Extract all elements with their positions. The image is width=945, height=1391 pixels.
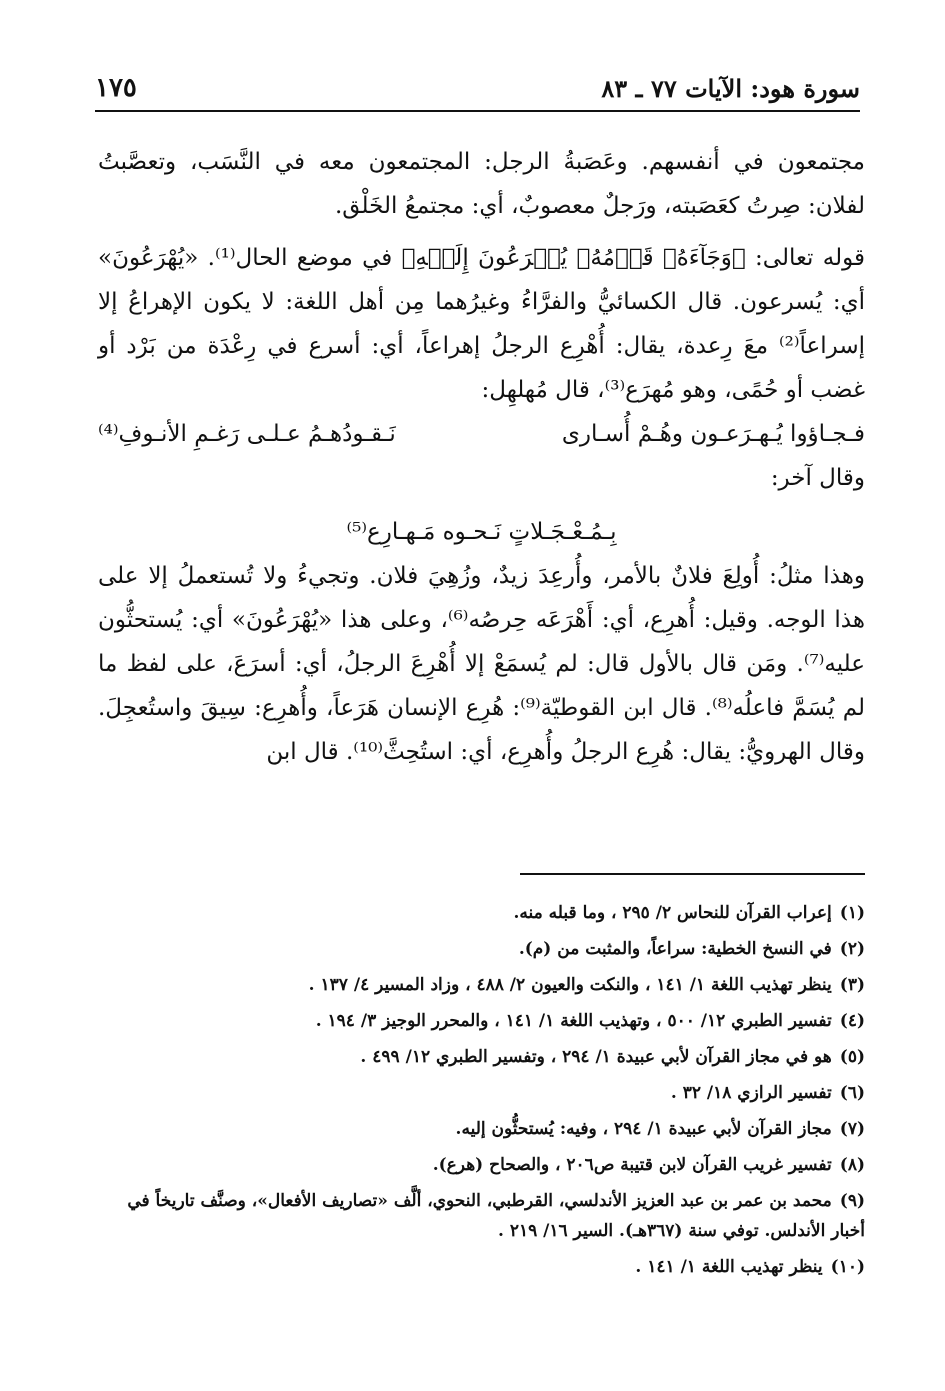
paragraph-1: مجتمعون في أنفسهم. وعَصَبةُ الرجل: المجتمعون معه في النَّسَب، وتعصَّبتُ لفلان: صِرتُ كعَصَبته، ورَجلٌ معصوبٌ، أي: مجتمعُ الخَلْق. [98, 149, 865, 219]
footnote-8: (٨)تفسير غريب القرآن لابن قتيبة ص٢٠٦ ، والصحاح (هرع). [432, 1155, 865, 1175]
footnote-9: (٩)محمد بن عمر بن عبد العزيز الأندلسي، القرطبي، النحوي، ألَّف «تصاريف الأفعال»، وصنَّف تاريخاً في أخبار الأندلس. توفي سنة (٣٦٧هـ). السير ١٦/ ٢١٩ . [127, 1191, 865, 1241]
footnote-4: (٤)تفسير الطبري ١٢/ ٥٠٠ ، وتهذيب اللغة ١/ ١٤١ ، والمحرر الوجيز ٣/ ١٩٤ . [315, 1011, 865, 1031]
another-said-label: وقال آخر: [770, 465, 865, 491]
footnote-2: (٢)في النسخ الخطية: سراعاً، والمثبت من (م). [518, 939, 865, 959]
footnote-divider [520, 873, 865, 875]
verse-hemistich-second: نَـقـودُهـمُ عـلـى رَغـمِ الأنـوفِ⁽⁴⁾ [98, 421, 396, 447]
header-divider [95, 110, 860, 112]
footnotes [98, 898, 865, 1288]
footnote-3: (٣)ينظر تهذيب اللغة ١/ ١٤١ ، والنكت والعيون ٢/ ٤٨٨ ، وزاد المسير ٤/ ١٣٧ . [308, 975, 865, 995]
running-header [95, 68, 860, 108]
poem-verse-2 [98, 510, 865, 554]
footnote-1: (١)إعراب القرآن للنحاس ٢/ ٢٩٥ ، وما قبله منه. [513, 903, 865, 923]
main-text [98, 140, 865, 774]
footnote-7: (٧)مجاز القرآن لأبي عبيدة ١/ ٢٩٤ ، وفيه: يُستحثُّون إليه. [455, 1119, 865, 1139]
surah-title: سورة هود: الآيات ٧٧ ـ ٨٣ [601, 73, 860, 103]
paragraph-2: قوله تعالى: ﴿وَجَآءَهُۥ قَوۡمُهُۥ يُهۡرَعُونَ إِلَيۡهِ﴾ في موضع الحال⁽¹⁾. «يُهْرَعُونَ» أي: يُسرعون. قال الكسائيُّ والفرَّاءُ وغيرُهما مِن أهل اللغة: لا يكون الإهراعُ إلا إسراعاً⁽²⁾ معَ رِعدة، يقال: أُهْرِع الرجلُ إهراعاً، أي: أسرع في رِعْدَة من بَرْد أو غضب أو حُمًى، وهو مُهرَع⁽³⁾، قال مُهلهِل: [98, 245, 865, 403]
footnote-10: (١٠)ينظر تهذيب اللغة ١/ ١٤١ . [635, 1257, 865, 1277]
footnote-5: (٥)هو في مجاز القرآن لأبي عبيدة ١/ ٢٩٤ ، وتفسير الطبري ١٢/ ٤٩٩ . [360, 1047, 865, 1067]
footnote-6: (٦)تفسير الرازي ١٨/ ٣٢ . [670, 1083, 865, 1103]
verse-2-text: بِـمُـعْـجَـلاتٍ نَـحـوه مَـهـارِع⁽⁵⁾ [346, 519, 617, 545]
poem-verse-1 [98, 412, 865, 456]
page-number: ١٧٥ [95, 73, 137, 103]
paragraph-3: وهذا مثلُ: أُولِعَ فلانٌ بالأمر، وأُرعِدَ زيدٌ، وزُهِيَ فلان. وتجيءُ ولا تُستعملُ إلا على هذا الوجه. وقيل: أُهرِع، أي: أَهْرَعَه حِرصُه⁽⁶⁾، وعلى هذا «يُهْرَعُونَ» أي: يُستحثُّون عليه⁽⁷⁾. ومَن قال بالأول قال: لم يُسمَعْ إلا أُهْرِعَ الرجلُ، أي: أسرَعَ، على لفظ ما لم يُسَمَّ فاعلُه⁽⁸⁾. قال ابن القوطيّة⁽⁹⁾: هُرِع الإنسان هَرَعاً، وأُهرِع: سِيقَ واستُعجِلَ. وقال الهرويُّ: يقال: هُرِع الرجلُ وأُهرِع، أي: استُحِثَّ⁽¹⁰⁾. قال ابن [98, 563, 866, 765]
verse-hemistich-first: فـجـاؤوا يُـهـرَعـون وهُـمْ أُسـارى [561, 421, 865, 447]
